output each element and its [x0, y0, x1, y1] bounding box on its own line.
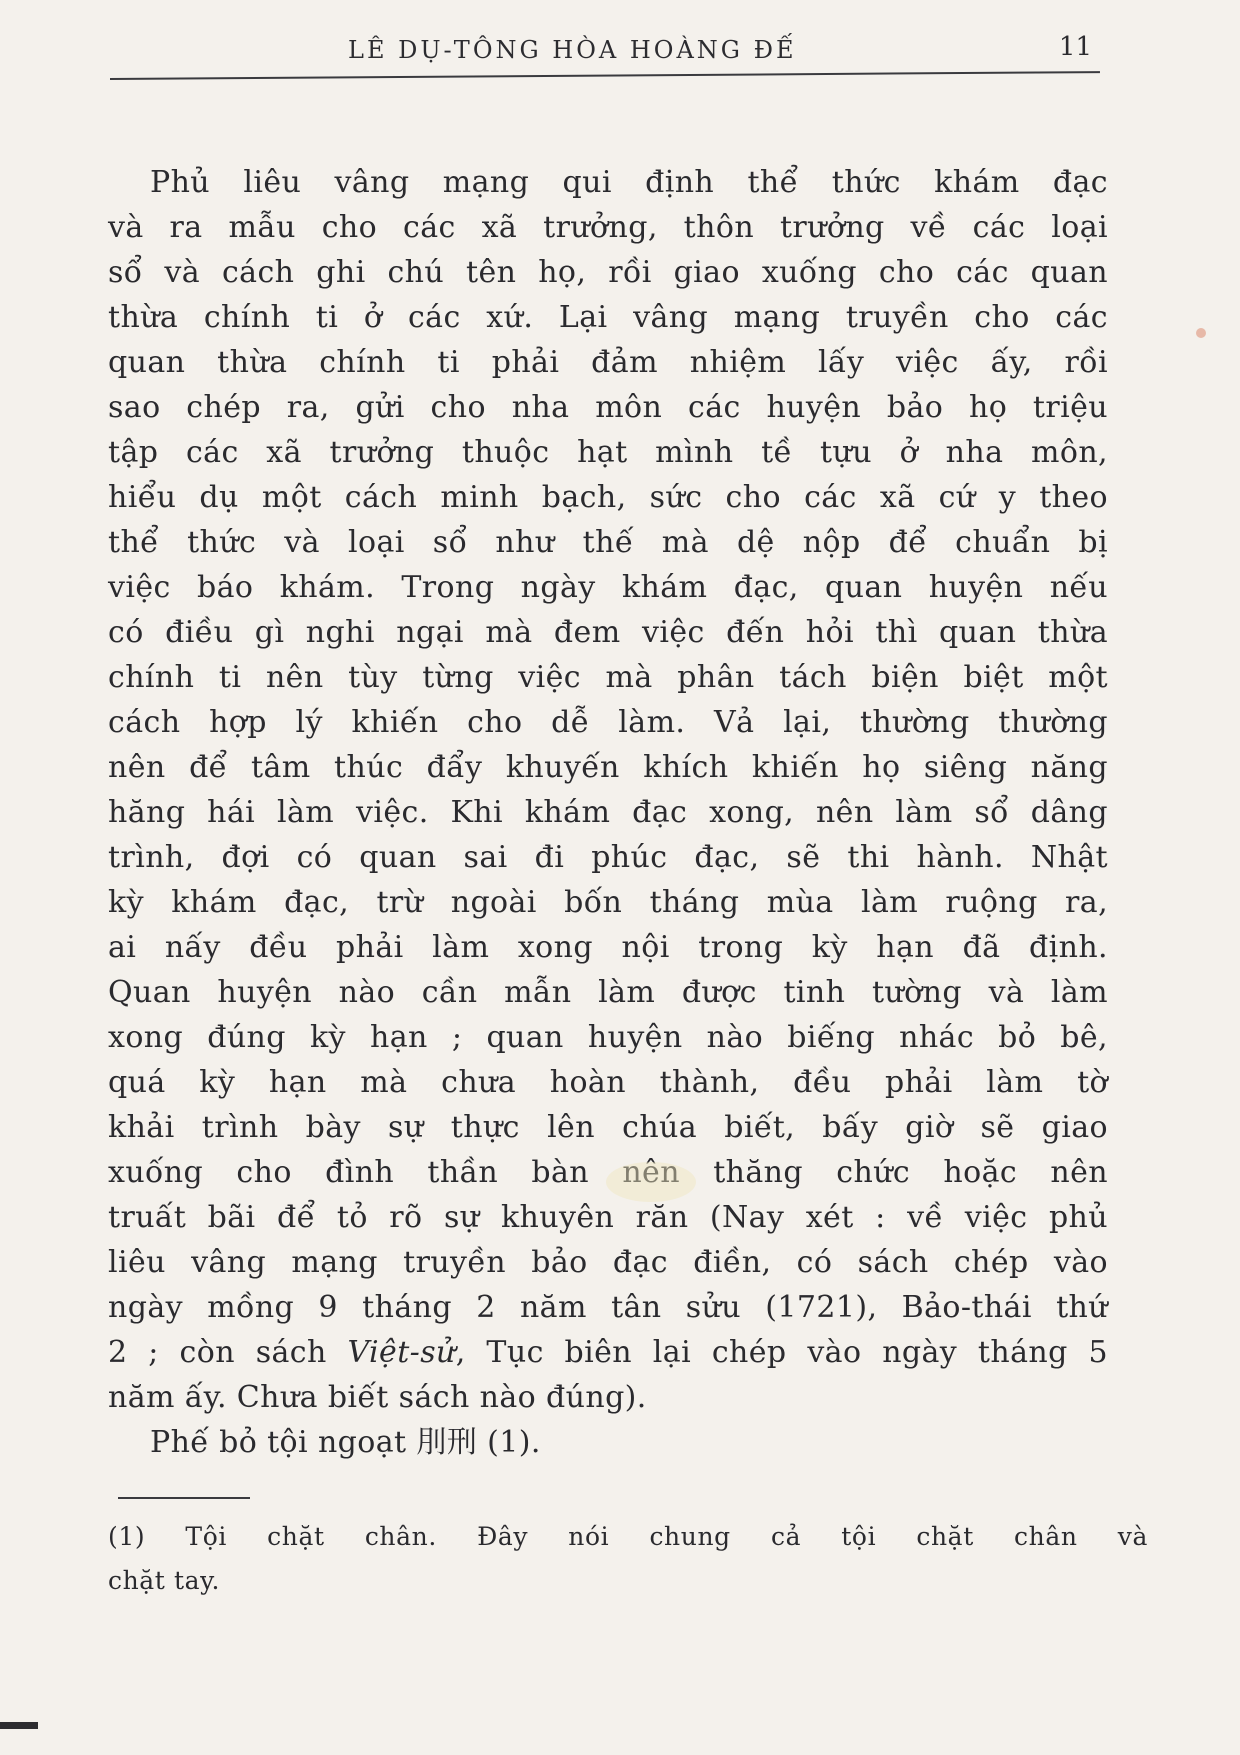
- text-line: Phế bỏ tội ngoạt 刖刑 (1).: [150, 1425, 541, 1460]
- footnote-rule: [118, 1497, 250, 1499]
- italic-book-title: Việt-sử: [347, 1335, 456, 1370]
- text-line: truất bãi để tỏ rõ sự khuyên răn (Nay xét : về việc phủ: [108, 1200, 1108, 1235]
- text-line: hiểu dụ một cách minh bạch, sức cho các xã cứ y theo: [108, 480, 1108, 515]
- text-line: ai nấy đều phải làm xong nội trong kỳ hạn đã định.: [108, 930, 1108, 965]
- running-header: [110, 30, 1100, 82]
- text-line: nên để tâm thúc đẩy khuyến khích khiến họ siêng năng: [108, 750, 1108, 785]
- text-line: thể thức và loại sổ như thế mà dệ nộp để chuẩn bị: [108, 525, 1108, 560]
- text-line: năm ấy. Chưa biết sách nào đúng).: [108, 1380, 647, 1415]
- text-line: việc báo khám. Trong ngày khám đạc, quan huyện nếu: [108, 570, 1108, 605]
- text-line: xong đúng kỳ hạn ; quan huyện nào biếng nhác bỏ bê,: [108, 1020, 1108, 1055]
- text-line: thừa chính ti ở các xứ. Lại vâng mạng truyền cho các: [108, 300, 1108, 335]
- text-line: quá kỳ hạn mà chưa hoàn thành, đều phải làm tờ: [108, 1065, 1108, 1100]
- text-line: sao chép ra, gửi cho nha môn các huyện bảo họ triệu: [108, 390, 1108, 425]
- scan-edge-mark: [0, 1722, 38, 1729]
- page-number: 11: [1058, 32, 1092, 62]
- body-text: [108, 160, 1108, 1465]
- text-line: cách hợp lý khiến cho dễ làm. Vả lại, thường thường: [108, 705, 1108, 740]
- text-line: liêu vâng mạng truyền bảo đạc điền, có sách chép vào: [108, 1245, 1108, 1280]
- text-segment: 2 ; còn sách: [108, 1335, 348, 1370]
- text-line: hăng hái làm việc. Khi khám đạc xong, nên làm sổ dâng: [108, 795, 1108, 830]
- text-line: Phủ liêu vâng mạng qui định thể thức khám đạc: [150, 165, 1108, 200]
- text-line: sổ và cách ghi chú tên họ, rồi giao xuống cho các quan: [108, 255, 1108, 290]
- text-line: kỳ khám đạc, trừ ngoài bốn tháng mùa làm ruộng ra,: [108, 885, 1108, 920]
- paper-stain: [606, 1162, 696, 1202]
- text-line: ngày mồng 9 tháng 2 năm tân sửu (1721), Bảo-thái thứ: [108, 1290, 1108, 1325]
- footnote-line: chặt tay.: [108, 1566, 221, 1595]
- header-rule: [110, 71, 1100, 80]
- text-line: Quan huyện nào cần mẫn làm được tinh tường và làm: [108, 975, 1108, 1010]
- text-line: chính ti nên tùy từng việc mà phân tách biện biệt một: [108, 660, 1108, 695]
- paper-stain: [1196, 328, 1206, 338]
- text-line: có điều gì nghi ngại mà đem việc đến hỏi thì quan thừa: [108, 615, 1108, 650]
- text-line: xuống cho đình thần bàn nên thăng chức hoặc nên: [108, 1155, 1108, 1190]
- footnote-line: (1) Tội chặt chân. Đây nói chung cả tội chặt chân và: [108, 1522, 1148, 1551]
- text-segment: , Tục biên lại chép vào ngày tháng 5: [455, 1335, 1108, 1370]
- text-line: trình, đợi có quan sai đi phúc đạc, sẽ thi hành. Nhật: [108, 840, 1108, 875]
- text-line: tập các xã trưởng thuộc hạt mình tề tựu ở nha môn,: [108, 435, 1108, 470]
- text-line: khải trình bày sự thực lên chúa biết, bấy giờ sẽ giao: [108, 1110, 1108, 1145]
- running-title: LÊ DỤ-TÔNG HÒA HOÀNG ĐẾ: [348, 36, 797, 64]
- text-line: quan thừa chính ti phải đảm nhiệm lấy việc ấy, rồi: [108, 345, 1108, 380]
- text-line-with-italic: [108, 1330, 1108, 1375]
- text-line: và ra mẫu cho các xã trưởng, thôn trưởng về các loại: [108, 210, 1108, 245]
- footnote: [108, 1515, 1148, 1603]
